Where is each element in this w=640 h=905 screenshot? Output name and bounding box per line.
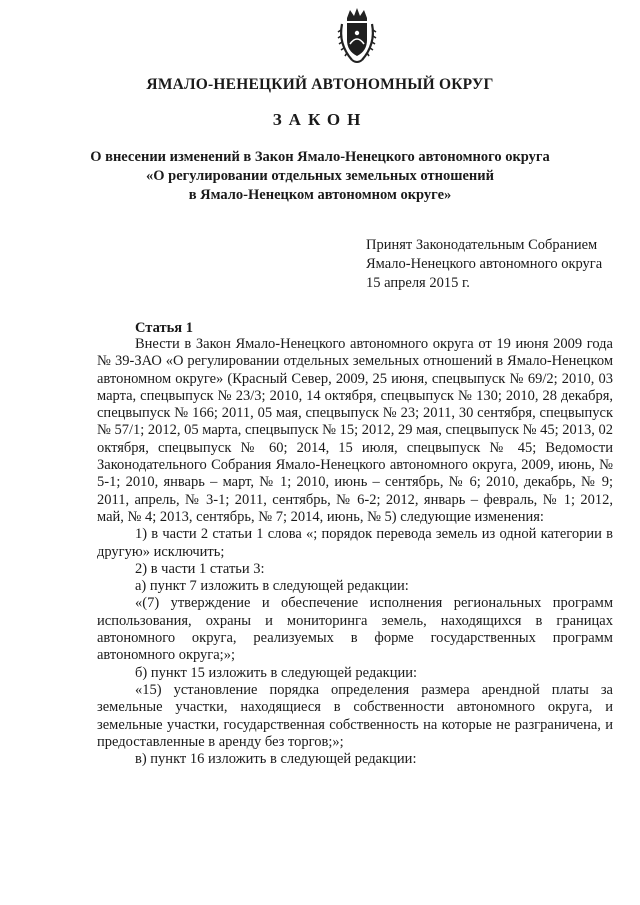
document-type: ЗАКОН [272,110,368,129]
coat-of-arms-icon [336,6,378,66]
region-name: ЯМАЛО-НЕНЕЦКИЙ АВТОНОМНЫЙ ОКРУГ [146,76,494,93]
article-paragraph: «15) установление порядка определения размера арендной платы за земельные участки, находящиеся в собственности автономного округа, и земельные участки, государственная собственность на которые не разграничена, и предоставленные в аренду без торгов;»; [97,681,613,750]
law-title [80,148,560,205]
article-paragraph: Внести в Закон Ямало-Ненецкого автономного округа от 19 июня 2009 года № 39-ЗАО «О регулировании отдельных земельных отношений в Ямало-Ненецком автономном округе» (Красный Север, 2009, 25 июня, спецвыпуск № 69/2; 2010, 03 марта, спецвыпуск № 23/3; 2010, 14 октября, спецвыпуск № 130; 2010, 28 декабря, спецвыпуск № 166; 2011, 05 мая, спецвыпуск № 23; 2011, 30 сентября, спецвыпуск № 57/1; 2012, 05 марта, спецвыпуск № 15; 2012, 29 мая, спецвыпуск № 45; 2013, 02 октября, спецвыпуск № 60; 2014, 15 июля, спецвыпуск № 45; Ведомости Законодательного Собрания Ямало-Ненецкого автономного округа, 2009, июнь, № 5-1; 2010, январь – март, № 1; 2010, июнь – сентябрь, № 6; 2010, декабрь, № 9; 2011, апрель, № 3-1; 2011, сентябрь, № 6-2; 2012, январь – февраль, № 1; 2012, май, № 4; 2013, сентябрь, № 7; 2014, июнь, № 5) следующие изменения: [97,336,614,525]
adoption-note [366,236,602,293]
article-paragraph: 1) в части 2 статьи 1 слова «; порядок перевода земель из одной категории в другую» исключить; [97,526,613,560]
law-title-line: в Ямало-Ненецком автономном округе» [188,187,452,203]
article-paragraph: б) пункт 15 изложить в следующей редакции: [135,664,417,681]
adoption-line: Принят Законодательным Собранием [366,237,598,253]
article-body [97,336,613,768]
article-heading: Статья 1 [135,320,193,336]
article-paragraph: 2) в части 1 статьи 3: [135,560,265,577]
article-paragraph: а) пункт 7 изложить в следующей редакции: [135,578,409,595]
article-paragraph: в) пункт 16 изложить в следующей редакции: [135,751,417,768]
law-title-line: «О регулировании отдельных земельных отношений [146,168,494,184]
article-paragraph: «(7) утверждение и обеспечение исполнения региональных программ использования, охраны и мониторинга земель, находящихся в границах автономного округа, реализуемых в форме государственных программ автономного округа;»; [97,595,613,664]
adoption-date: 15 апреля 2015 г. [366,275,470,291]
adoption-line: Ямало-Ненецкого автономного округа [366,256,603,272]
law-title-line: О внесении изменений в Закон Ямало-Ненецкого автономного округа [90,149,550,165]
